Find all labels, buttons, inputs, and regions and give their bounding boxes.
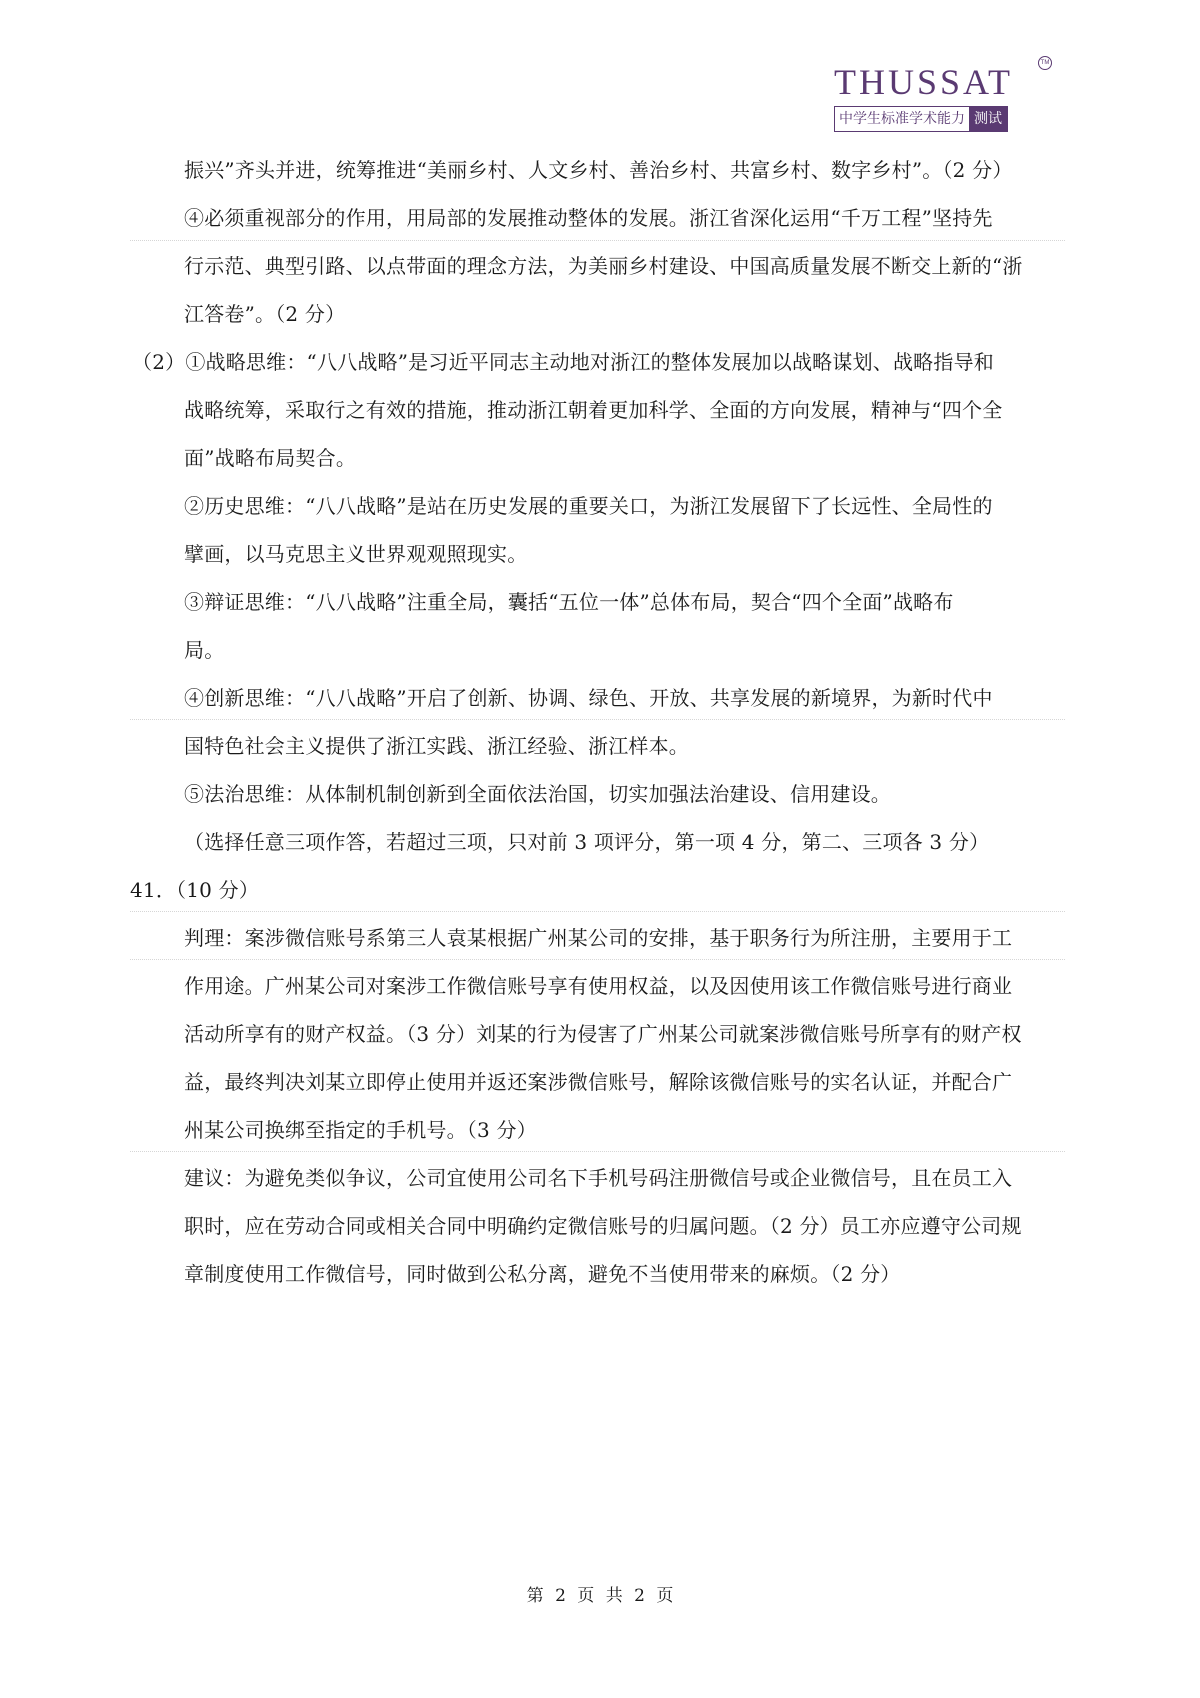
text-line: 章制度使用工作微信号，同时做到公私分离，避免不当使用带来的麻烦。（2 分） <box>184 1262 901 1286</box>
logo-subtitle-left: 中学生标准学术能力 <box>835 107 969 131</box>
page-number: 第 2 页 共 2 页 <box>526 1586 674 1606</box>
text-line: 作用途。广州某公司对案涉工作微信账号享有使用权益，以及因使用该工作微信账号进行商业 <box>184 974 1013 998</box>
text-line: 判理：案涉微信账号系第三人袁某根据广州某公司的安排，基于职务行为所注册，主要用于工 <box>184 926 1013 950</box>
logo-subtitle <box>834 106 1008 132</box>
text-line: 建议：为避免类似争议，公司宜使用公司名下手机号码注册微信号或企业微信号，且在员工入 <box>184 1166 1013 1190</box>
text-line: 州某公司换绑至指定的手机号。（3 分） <box>184 1118 537 1142</box>
text-line: 行示范、典型引路、以点带面的理念方法，为美丽乡村建设、中国高质量发展不断交上新的“浙 <box>184 254 1023 278</box>
question-41-heading: 41．（10 分） <box>130 878 260 902</box>
text-line: 局。 <box>184 638 225 662</box>
question-2-line: （2）①战略思维：“八八战略”是习近平同志主动地对浙江的整体发展加以战略谋划、战略指导和 <box>132 350 994 374</box>
text-line: 擘画，以马克思主义世界观观照现实。 <box>184 542 528 566</box>
text-line: ⑤法治思维：从体制机制创新到全面依法治国，切实加强法治建设、信用建设。 <box>184 782 891 806</box>
text-line: 面”战略布局契合。 <box>184 446 357 470</box>
logo-subtitle-right: 测试 <box>969 107 1007 131</box>
dotted-rule <box>130 240 1065 241</box>
dotted-rule <box>130 911 1065 912</box>
text-line: ③辩证思维：“八八战略”注重全局，囊括“五位一体”总体布局，契合“四个全面”战略布 <box>184 590 954 614</box>
text-line: 益，最终判决刘某立即停止使用并返还案涉微信账号，解除该微信账号的实名认证，并配合广 <box>184 1070 1013 1094</box>
dotted-rule <box>130 719 1065 720</box>
dotted-rule <box>130 1151 1065 1152</box>
text-line: ②历史思维：“八八战略”是站在历史发展的重要关口，为浙江发展留下了长远性、全局性的 <box>184 494 993 518</box>
thussat-logo <box>834 62 1056 134</box>
trademark-icon: TM <box>1038 56 1052 70</box>
scoring-note: （选择任意三项作答，若超过三项，只对前 3 项评分，第一项 4 分，第二、三项各 3 分） <box>184 830 990 854</box>
text-line: 振兴”齐头并进，统筹推进“美丽乡村、人文乡村、善治乡村、共富乡村、数字乡村”。（2 分） <box>184 158 1013 182</box>
text-line: ④必须重视部分的作用，用局部的发展推动整体的发展。浙江省深化运用“千万工程”坚持先 <box>184 206 993 230</box>
dotted-rule <box>130 959 1065 960</box>
logo-wordmark: THUSSAT <box>834 62 1014 102</box>
text-line: 活动所享有的财产权益。（3 分）刘某的行为侵害了广州某公司就案涉微信账号所享有的财产权 <box>184 1022 1022 1046</box>
text-line: 战略统筹，采取行之有效的措施，推动浙江朝着更加科学、全面的方向发展，精神与“四个全 <box>184 398 1003 422</box>
text-line: ④创新思维：“八八战略”开启了创新、协调、绿色、开放、共享发展的新境界，为新时代中 <box>184 686 993 710</box>
text-line: 江答卷”。（2 分） <box>184 302 346 326</box>
text-line: 职时，应在劳动合同或相关合同中明确约定微信账号的归属问题。（2 分）员工亦应遵守公司规 <box>184 1214 1022 1238</box>
text-line: 国特色社会主义提供了浙江实践、浙江经验、浙江样本。 <box>184 734 689 758</box>
